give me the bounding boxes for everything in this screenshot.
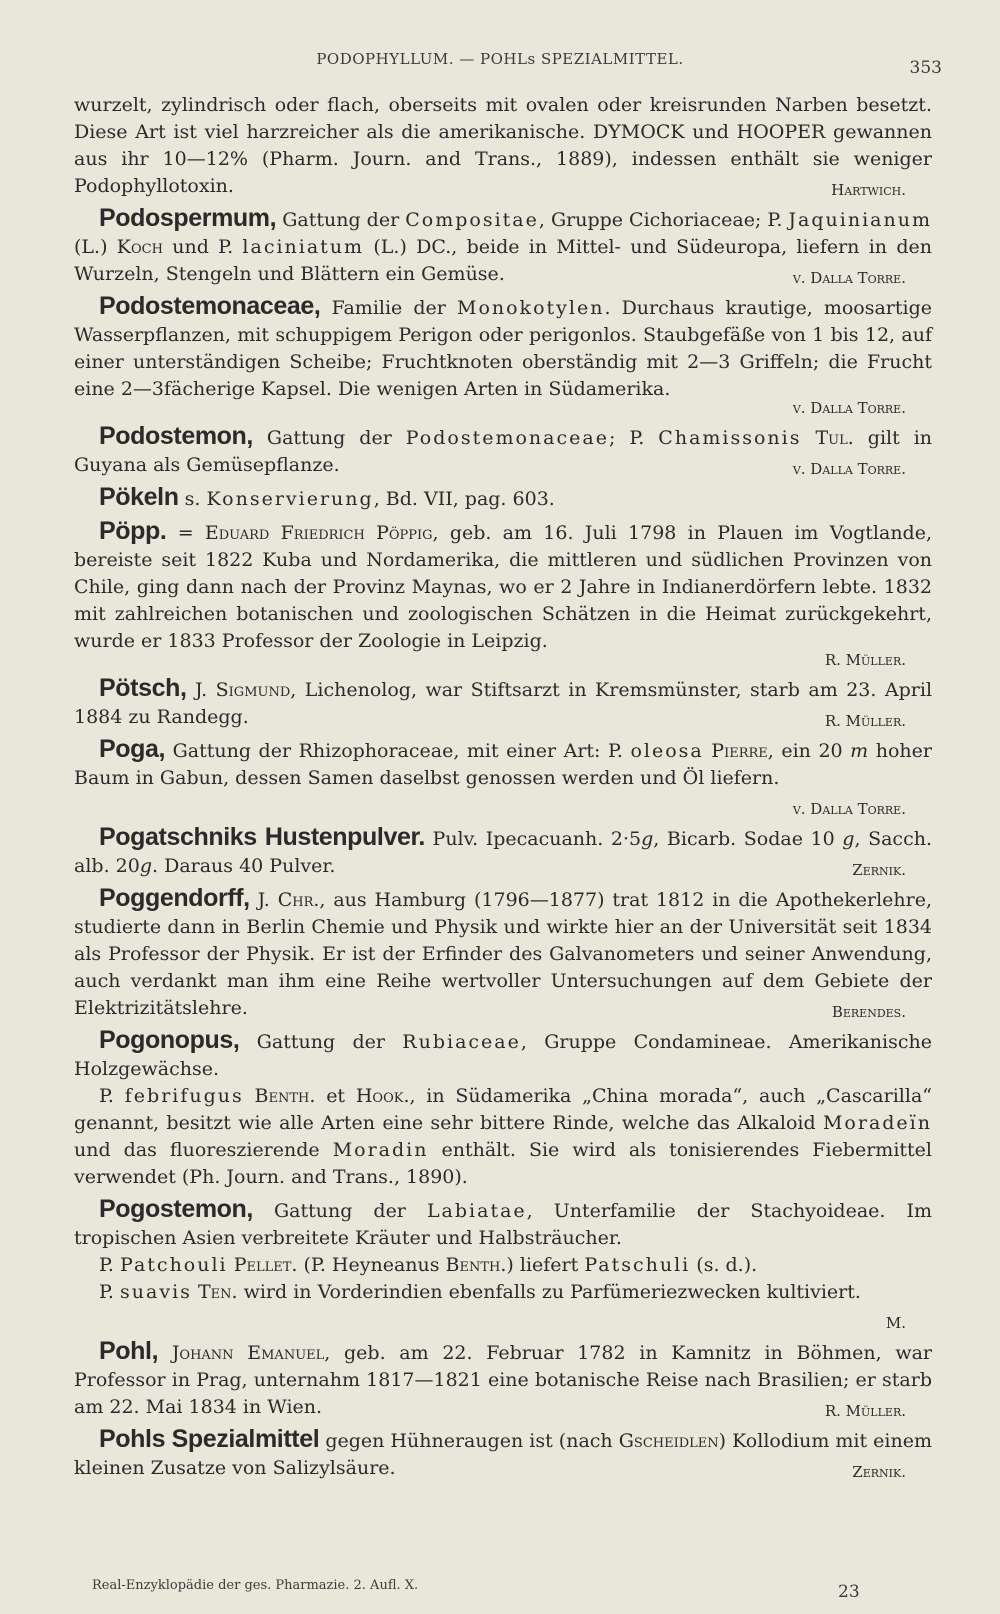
headword: Pogostemon,	[99, 1195, 253, 1223]
entry-pohl: Pohl, Johann Emanuel, geb. am 22. Februar 1782 in Kamnitz in Böhmen, war Professor in Prag, unternahm 1817—1821 eine botanische Reise nach Brasilien; er starb am 22. Mai 1834 in Wien. R. Müller.	[74, 1337, 933, 1420]
headword: Pötsch,	[99, 674, 187, 702]
signature: Berendes.	[831, 1003, 906, 1021]
headword: Pogatschniks Hustenpulver.	[99, 823, 425, 851]
entry-poepp: Pöpp. = Eduard Friedrich Pöppig, geb. am 16. Juli 1798 in Plauen im Vogtlande, bereiste seit 1822 Kuba und Nordamerika, die mittleren und südlichen Provinzen von Chile, ging dann nach der Provinz Maynas, wo er 2 Jahre in Indianerdörfern lebte. 1832 mit zahlreichen botanischen und zoologischen Schätzen in die Heimat zurückgekehrt, wurde er 1833 Professor der Zoologie in Leipzig. R. Müller.	[74, 517, 932, 669]
signature: M.	[885, 1314, 906, 1332]
page-body	[74, 92, 932, 1487]
entry-poetsch: Pötsch, J. Sigmund, Lichenolog, war Stiftsarzt in Kremsmünster, starb am 23. April 1884 zu Randegg. R. Müller.	[74, 674, 933, 730]
entry-poggendorff: Poggendorff, J. Chr., aus Hamburg (1796—1877) trat 1812 in die Apothekerlehre, studierte dann in Berlin Chemie und Physik und wirkte hier an der Universität seit 1834 als Professor der Physik. Er ist der Erfinder des Galvanometers und seiner Anwendung, auch verdankt man ihm eine Reihe wertvoller Untersuchungen auf dem Gebiete der Elektrizitätslehre. Berendes.	[74, 884, 932, 1021]
headword: Podostemon,	[99, 422, 253, 450]
signature: v. Dalla Torre.	[792, 399, 906, 417]
entry-podostemon: Podostemon, Gattung der Podostemonaceae; P. Chamissonis Tul. gilt in Guyana als Gemüsepflanze. v. Dalla Torre.	[74, 422, 933, 478]
entry-pogonopus: Pogonopus, Gattung der Rubiaceae, Gruppe Condamineae. Amerikanische Holzgewächse. P. febrifugus Benth. et Hook., in Südamerika „China morada“, auch „Cascarilla“ genannt, besitzt wie alle Arten eine sehr bittere Rinde, welche das Alkaloid Moradeïn und das fluoreszierende Moradin enthält. Sie wird als tonisierendes Fiebermittel verwendet (Ph. Journ. and Trans., 1890).	[74, 1026, 932, 1188]
signature: v. Dalla Torre.	[792, 269, 906, 287]
entry-poekeln: Pökeln s. Konservierung, Bd. VII, pag. 603.	[99, 483, 555, 511]
headword: Poggendorff,	[99, 884, 250, 912]
headword: Poga,	[99, 735, 166, 763]
headword: Pogonopus,	[99, 1026, 240, 1054]
entry-podospermum: Podospermum, Gattung der Compositae, Gruppe Cichoriaceae; P. Jaquinianum (L.) Koch und P. laciniatum (L.) DC., beide in Mittel- und Südeuropa, liefern in den Wurzeln, Stengeln und Blättern ein Gemüse. v. Dalla Torre.	[74, 204, 932, 287]
footer-source: Real-Enzyklopädie der ges. Pharmazie. 2. Aufl. X.	[92, 1578, 419, 1593]
signature: v. Dalla Torre.	[792, 800, 906, 818]
running-head: PODOPHYLLUM. — POHLs SPEZIALMITTEL.	[316, 50, 684, 68]
headword: Pohls Spezialmittel	[99, 1425, 320, 1453]
entry-text: wurzelt, zylindrisch oder flach, oberseits mit ovalen oder kreisrunden Narben besetzt. Diese Art ist viel harzreicher als die amerikanische. DYMOCK und HOOPER gewannen aus ihr 10—12% (Pharm. Journ. and Trans., 1889), indessen enthält sie weniger Podophyllotoxin.	[74, 94, 932, 197]
entry-pogatschniks-hustenpulver: Pogatschniks Hustenpulver. Pulv. Ipecacuanh. 2·5g, Bicarb. Sodae 10 g, Sacch. alb. 20g. Daraus 40 Pulver. Zernik.	[74, 823, 932, 879]
headword: Podostemonaceae,	[99, 292, 321, 320]
footer-sheet-number: 23	[838, 1582, 860, 1602]
entry-poga: Poga, Gattung der Rhizophoraceae, mit einer Art: P. oleosa Pierre, ein 20 m hoher Baum in Gabun, dessen Samen daselbst genossen werden und Öl liefern. v. Dalla Torre.	[74, 735, 932, 818]
signature: R. Müller.	[824, 712, 906, 730]
entry-pogostemon: Pogostemon, Gattung der Labiatae, Unterfamilie der Stachyoideae. Im tropischen Asien verbreitete Kräuter und Halbsträucher. P. Patchouli Pellet. (P. Heyneanus Benth.) liefert Patschuli (s. d.). P. suavis Ten. wird in Vorderindien ebenfalls zu Parfümeriezwecken kultiviert. M.	[74, 1195, 932, 1332]
signature: Zernik.	[852, 861, 906, 879]
headword: Podospermum,	[99, 204, 277, 232]
headword: Pohl,	[99, 1337, 159, 1365]
headword: Pöpp.	[99, 517, 167, 545]
signature: R. Müller.	[824, 651, 906, 669]
signature: Hartwich.	[831, 181, 906, 199]
signature: v. Dalla Torre.	[792, 460, 906, 478]
signature: Zernik.	[852, 1463, 906, 1481]
signature: R. Müller.	[824, 1402, 906, 1420]
entry-pohls-spezialmittel: Pohls Spezialmittel gegen Hühneraugen ist (nach Gscheidlen) Kollodium mit einem kleinen Zusatze von Salizylsäure. Zernik.	[74, 1425, 932, 1481]
page-number: 353	[909, 58, 942, 78]
entry-podostemonaceae: Podostemonaceae, Familie der Monokotylen. Durchaus krautige, moosartige Wasserpflanzen, mit schuppigem Perigon oder perigonlos. Staubgefäße von 1 bis 12, auf einer unterständigen Scheibe; Fruchtknoten oberständig mit 2—3 Griffeln; die Frucht eine 2—3fächerige Kapsel. Die wenigen Arten in Südamerika. v. Dalla Torre.	[74, 292, 932, 417]
headword: Pökeln	[99, 483, 179, 511]
entry-podophyllum-continued	[74, 92, 932, 200]
